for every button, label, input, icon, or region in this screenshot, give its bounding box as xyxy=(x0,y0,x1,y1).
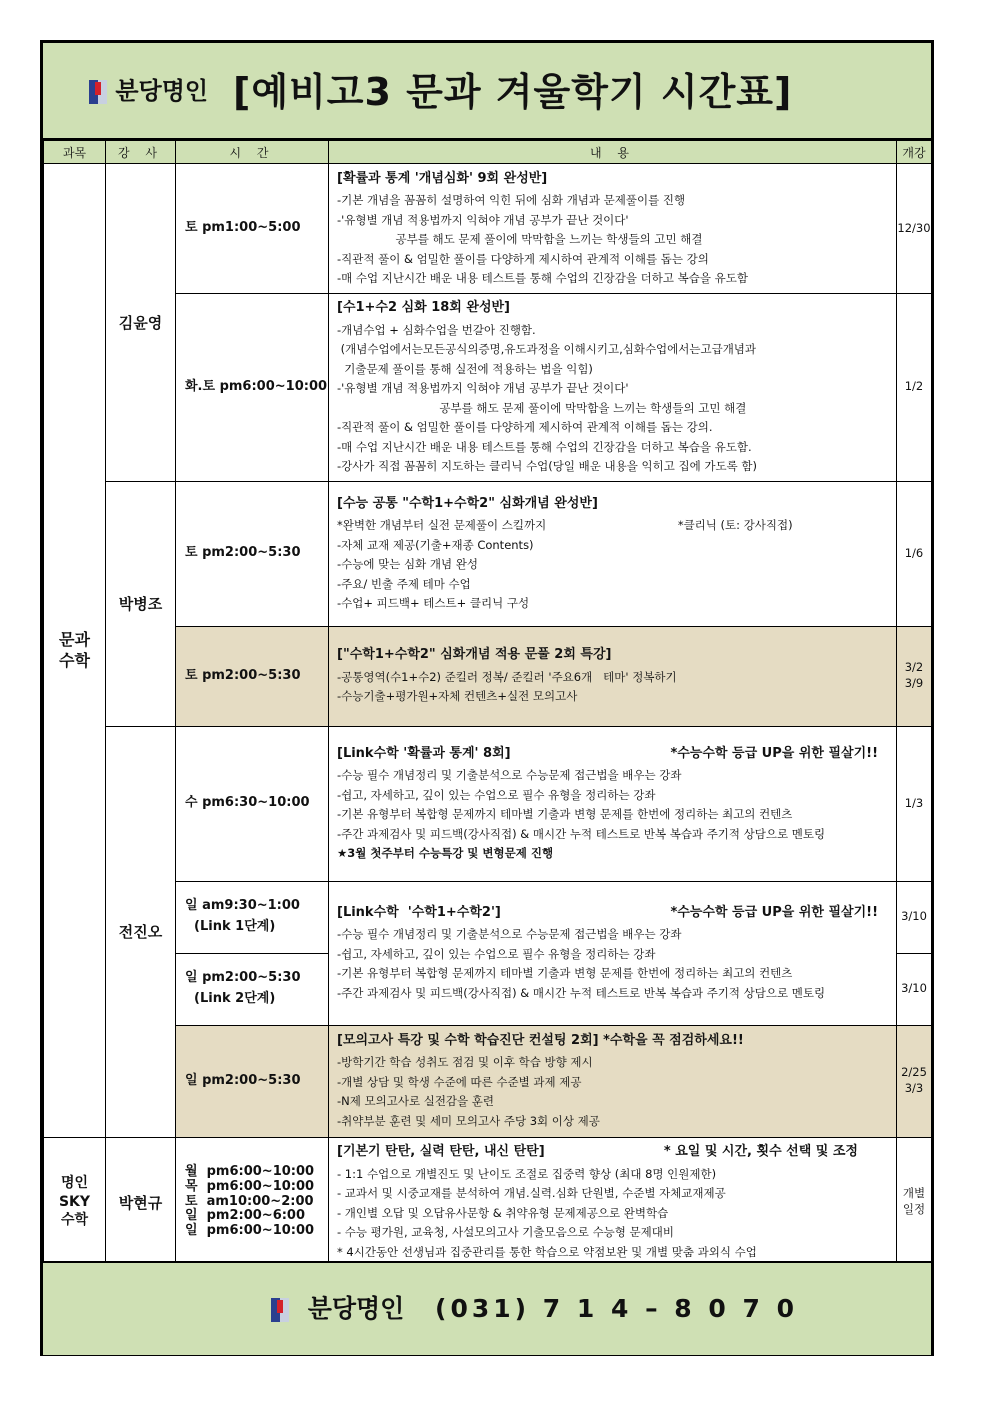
open-date: 1/2 xyxy=(897,294,932,482)
course-title xyxy=(337,903,888,923)
content-line: -강사가 직접 꼼꼼히 지도하는 클리닉 수업(당일 배운 내용을 익히고 집에 가도록 함) xyxy=(337,459,757,473)
time-cell: 수 pm6:30~10:00 xyxy=(176,726,329,881)
course-title xyxy=(337,744,888,764)
subject-label: 명인 SKY 수학 xyxy=(58,1174,91,1229)
subject-cell xyxy=(44,1137,106,1267)
time-text: 일 pm6:00~10:00 xyxy=(185,1223,315,1239)
time-cell: 토 pm2:00~5:30 xyxy=(176,626,329,726)
content-line: 기출문제 풀이를 통해 실전에 적용하는 법을 익힘) xyxy=(337,361,593,376)
time-subtitle: (Link 2단계) xyxy=(185,991,276,1006)
course-title-note: * 요일 및 시간, 횟수 선택 및 조정 xyxy=(663,1144,858,1159)
time-cell: 일 pm2:00~5:30 xyxy=(176,1025,329,1137)
open-date: 1/3 xyxy=(897,726,932,881)
time-text: 일 pm2:00~5:30 xyxy=(185,970,301,986)
content-line: -N제 모의고사로 실전감을 훈련 xyxy=(337,1094,495,1109)
content-line: -매 수업 지난시간 배운 내용 테스트를 통해 수업의 긴장감을 더하고 복습을 유도함. xyxy=(337,439,752,454)
timetable-page xyxy=(40,40,934,1356)
content-line: -공통영역(수1+수2) 준킬러 정복/ 준킬러 '주요6개 테마' 정복하기 xyxy=(337,669,677,684)
content-cell xyxy=(329,164,897,294)
content-line: -주간 과제검사 및 피드백(강사직접) & 매시간 누적 테스트로 반복 복습과 주기적 상담으로 멘토링 xyxy=(337,985,826,1000)
content-line: *완벽한 개념부터 실전 문제풀이 스킬까지 *클리닉 (토: 강사직접) xyxy=(337,518,793,532)
table-row xyxy=(44,1137,932,1267)
content-line: - 1:1 수업으로 개별진도 및 난이도 조절로 집중력 향상 (최대 8명 인원제한) xyxy=(337,1166,717,1181)
course-title-text: [기본기 탄탄, 실력 탄탄, 내신 탄탄] xyxy=(337,1144,545,1159)
course-title: [수1+수2 심화 18회 완성반] xyxy=(337,300,510,315)
content-cell xyxy=(329,881,897,1025)
open-date: 12/30 xyxy=(897,164,932,294)
col-subject: 과목 xyxy=(44,141,106,164)
content-line: -방학기간 학습 성취도 점검 및 이후 학습 방향 제시 xyxy=(337,1055,593,1070)
course-title: ["수학1+수학2" 심화개념 적용 문풀 2회 특강] xyxy=(337,647,612,663)
content-line: -주요/ 빈출 주제 테마 수업 xyxy=(337,576,471,591)
table-row xyxy=(44,164,932,294)
time-cell: 토 pm1:00~5:00 xyxy=(176,164,329,294)
content-line: -'유형별 개념 적용법까지 익혀야 개념 공부가 끝난 것이다' xyxy=(337,381,629,395)
content-cell xyxy=(329,481,897,626)
time-text: 월 pm6:00~10:00 xyxy=(185,1163,315,1179)
course-title: [수능 공통 "수학1+수학2" 심화개념 완성반] xyxy=(337,495,598,511)
content-line: -수능에 맞는 심화 개념 완성 xyxy=(337,557,478,571)
content-line: - 수능 평가원, 교육청, 사설모의고사 기출모음으로 수능형 문제대비 xyxy=(337,1225,674,1239)
footer-contact xyxy=(271,1289,798,1325)
content-line: -수업+ 피드백+ 테스트+ 클리닉 구성 xyxy=(337,596,530,610)
col-open: 개강 xyxy=(897,141,932,164)
content-line: ★3월 첫주부터 수능특강 및 변형문제 진행 xyxy=(337,846,554,860)
col-content: 내 용 xyxy=(329,141,897,164)
content-line: 공부를 해도 문제 풀이에 막막함을 느끼는 학생들의 고민 해결 xyxy=(337,232,703,246)
subject-label: 문과 수학 xyxy=(59,629,90,671)
open-date: 3/10 xyxy=(897,881,932,953)
content-line: -기본 유형부터 복합형 문제까지 테마별 기출과 변형 문제를 한번에 정리하는 최고의 컨텐츠 xyxy=(337,966,793,981)
teacher-cell: 박병조 xyxy=(106,481,176,726)
content-line: * 4시간동안 선생님과 집중관리를 통한 학습으로 약점보완 및 개별 맞춤 과외식 수업 xyxy=(337,1244,757,1259)
footer-banner xyxy=(43,1261,931,1355)
table-row xyxy=(44,881,932,953)
content-line: -수능 필수 개념정리 및 기출분석으로 수능문제 접근법을 배우는 강좌 xyxy=(337,768,682,782)
content-line: -직관적 풀이 & 엄밀한 풀이를 다양하게 제시하여 관계적 이해를 돕는 강의. xyxy=(337,420,713,434)
table-row xyxy=(44,481,932,626)
content-line: -기본 유형부터 복합형 문제까지 테마별 기출과 변형 문제를 한번에 정리하는 최고의 컨텐츠 xyxy=(337,807,793,821)
content-line: -자체 교재 제공(기출+재종 Contents) xyxy=(337,537,534,552)
content-line: -개별 상담 및 학생 수준에 따른 수준별 과제 제공 xyxy=(337,1074,582,1089)
brand-header xyxy=(89,71,208,106)
open-date: 2/25 3/3 xyxy=(897,1025,932,1137)
col-teacher: 강 사 xyxy=(106,141,176,164)
schedule-table xyxy=(43,140,932,1268)
time-text: 목 pm6:00~10:00 xyxy=(185,1178,315,1194)
time-text: 일 am9:30~1:00 xyxy=(185,898,300,914)
time-cell xyxy=(176,1137,329,1267)
page-title: [예비고3 문과 겨울학기 시간표] xyxy=(233,70,793,114)
content-cell xyxy=(329,626,897,726)
time-text: 일 pm2:00~6:00 xyxy=(185,1208,306,1224)
time-cell: 화.토 pm6:00~10:00 xyxy=(176,294,329,482)
content-line: -취약부분 훈련 및 세미 모의고사 주당 3회 이상 제공 xyxy=(337,1113,600,1128)
content-line: - 교과서 및 시중교재를 분석하여 개념.실력.심화 단원별, 수준별 자체교재제공 xyxy=(337,1186,726,1200)
academy-logo-icon xyxy=(89,80,107,104)
content-line: 공부를 해도 문제 풀이에 막막함을 느끼는 학생들의 고민 해결 xyxy=(337,400,747,415)
teacher-cell: 박현규 xyxy=(106,1137,176,1267)
time-text: 토 am10:00~2:00 xyxy=(185,1193,314,1209)
open-date: 3/10 xyxy=(897,953,932,1025)
time-cell: 토 pm2:00~5:30 xyxy=(176,481,329,626)
course-title-note: *수능수학 등급 UP을 위한 필살기!! xyxy=(670,904,878,920)
content-line: -개념수업 + 심화수업을 번갈아 진행함. xyxy=(337,322,536,337)
teacher-cell: 김윤영 xyxy=(106,164,176,482)
course-title: [모의고사 특강 및 수학 학습진단 컨설팅 2회] *수학을 꼭 점검하세요!! xyxy=(337,1032,744,1048)
content-cell xyxy=(329,726,897,881)
content-line: -수능 필수 개념정리 및 기출분석으로 수능문제 접근법을 배우는 강좌 xyxy=(337,927,682,942)
course-title-text: [Link수학 '수학1+수학2'] xyxy=(337,904,501,920)
teacher-cell: 전진오 xyxy=(106,726,176,1137)
content-line: -기본 개념을 꼼꼼히 설명하여 익힌 뒤에 심화 개념과 문제풀이를 진행 xyxy=(337,193,686,207)
content-line: -매 수업 지난시간 배운 내용 테스트를 통해 수업의 긴장감을 더하고 복습을 유도함 xyxy=(337,271,748,285)
header-banner xyxy=(43,43,931,140)
time-cell xyxy=(176,881,329,953)
table-row xyxy=(44,626,932,726)
subject-cell xyxy=(44,164,106,1138)
content-line: -수능기출+평가원+자체 컨텐츠+실전 모의고사 xyxy=(337,689,578,704)
content-cell xyxy=(329,1025,897,1137)
footer-brand: 분당명인 xyxy=(307,1294,405,1323)
content-line: - 개인별 오답 및 오답유사문항 & 취약유형 문제제공으로 완벽학습 xyxy=(337,1205,669,1220)
table-row xyxy=(44,726,932,881)
open-date: 3/2 3/9 xyxy=(897,626,932,726)
content-line: -주간 과제검사 및 피드백(강사직접) & 매시간 누적 테스트로 반복 복습과 주기적 상담으로 멘토링 xyxy=(337,826,826,841)
content-line: (개념수업에서는모든공식의증명,유도과정을 이해시키고,심화수업에서는고급개념과 xyxy=(337,342,757,356)
content-line: -쉽고, 자세하고, 깊이 있는 수업으로 필수 유형을 정리하는 강좌 xyxy=(337,787,656,802)
brand-name: 분당명인 xyxy=(115,77,209,105)
table-row xyxy=(44,1025,932,1137)
content-cell xyxy=(329,1137,897,1267)
course-title-text: [Link수학 '확률과 통계' 8회] xyxy=(337,745,511,761)
course-title: [확률과 통계 '개념심화' 9회 완성반] xyxy=(337,170,548,186)
course-title xyxy=(337,1142,888,1162)
open-date: 개별 일정 xyxy=(897,1137,932,1267)
phone-number: (031) 7 1 4 – 8 0 7 0 xyxy=(435,1294,798,1323)
academy-logo-icon xyxy=(271,1298,289,1322)
time-subtitle: (Link 1단계) xyxy=(185,919,276,934)
course-title-note: *수능수학 등급 UP을 위한 필살기!! xyxy=(670,745,878,761)
content-line: -직관적 풀이 & 엄밀한 풀이를 다양하게 제시하여 관계적 이해를 돕는 강의 xyxy=(337,251,709,266)
time-cell xyxy=(176,953,329,1025)
content-cell xyxy=(329,294,897,482)
table-row xyxy=(44,294,932,482)
col-time: 시 간 xyxy=(176,141,329,164)
content-line: -쉽고, 자세하고, 깊이 있는 수업으로 필수 유형을 정리하는 강좌 xyxy=(337,946,656,961)
content-line: -'유형별 개념 적용법까지 익혀야 개념 공부가 끝난 것이다' xyxy=(337,212,629,227)
open-date: 1/6 xyxy=(897,481,932,626)
